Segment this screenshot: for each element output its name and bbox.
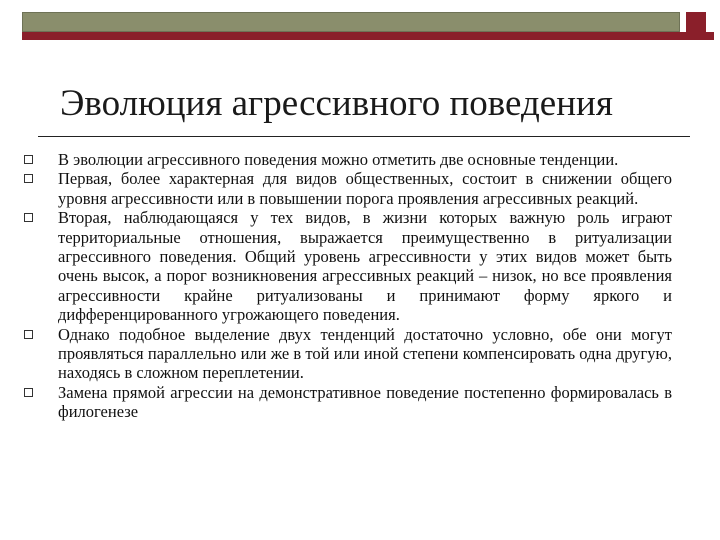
bullet-list [0, 150, 720, 422]
bullet-text-3: Вторая, наблюдающаяся у тех видов, в жизни которых важную роль играют территориальные отношения, выражается преимущественно в ритуализации агрессивного поведения. Общий уровень агрессивности у этих видов может быть очень высок, а порог возникновения агрессивных реакций – низок, но все проявления агрессивности крайне ритуализованы и принимают форму яркого и дифференцированного угрожающего поведения. [58, 208, 672, 325]
bullet-text-5: Замена прямой агрессии на демонстративное поведение постепенно формировалась в филогенезе [58, 382, 672, 422]
bullet-item-4 [0, 325, 720, 383]
slide-title: Эволюция агрессивного поведения [60, 83, 613, 124]
bullet-text-1: В эволюции агрессивного поведения можно отметить две основные тенденции. [58, 150, 619, 169]
decorative-header-bar [22, 12, 714, 40]
title-divider [38, 136, 690, 137]
square-bullet-icon [24, 213, 33, 222]
square-bullet-icon [24, 174, 33, 183]
bullet-item-3 [0, 208, 720, 324]
square-bullet-icon [24, 330, 33, 339]
bullet-text-4: Однако подобное выделение двух тенденций достаточно условно, обе они могут проявляться параллельно или же в той или иной степени компенсировать одна другую, находясь в сложном переплетении. [58, 324, 672, 383]
header-maroon-strip [22, 32, 714, 40]
header-olive-strip [22, 12, 680, 32]
bullet-text-2: Первая, более характерная для видов общественных, состоит в снижении общего уровня агрессивности или в повышении порога проявления агрессивных реакций. [58, 169, 672, 208]
square-bullet-icon [24, 155, 33, 164]
bullet-item-5 [0, 383, 720, 422]
bullet-item-1 [0, 150, 720, 169]
square-bullet-icon [24, 388, 33, 397]
header-corner-square [686, 12, 706, 32]
bullet-item-2 [0, 169, 720, 208]
